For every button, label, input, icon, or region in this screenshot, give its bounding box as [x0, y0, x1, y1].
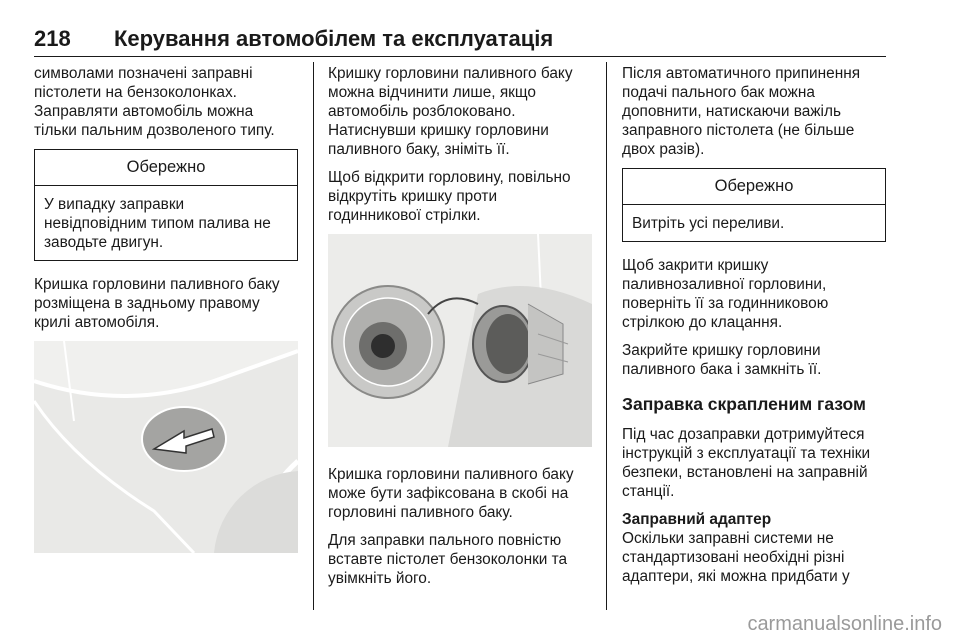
page-number: 218 [34, 26, 71, 51]
caution-body: У випадку заправки невідповідним типом палива не заводьте двигун. [44, 196, 271, 251]
subheading: Заправний адаптер [622, 511, 772, 528]
paragraph: Щоб закрити кришку паливнозаливної горловини, поверніть її за годинниковою стрілкою до клацання. [622, 257, 829, 331]
page-title: Керування автомобілем та експлуатація [114, 26, 554, 51]
paragraph: Для заправки пального повністю вставте пістолет бензоколонки та увімкніть його. [328, 532, 568, 587]
column-divider [313, 62, 314, 610]
column-1 [34, 64, 298, 571]
caution-body: Витріть усі переливи. [632, 215, 785, 232]
column-3 [622, 64, 886, 595]
fuel-door-location-illustration [34, 341, 298, 553]
paragraph: Кришка горловини паливного баку може бути зафіксована в скобі на горловині паливного баку. [328, 466, 574, 521]
paragraph: Щоб відкрити горловину, повільно відкрутіть кришку проти годинникової стрілки. [328, 169, 571, 224]
caution-box [34, 149, 298, 261]
paragraph: Закрийте кришку горловини паливного бака і замкніть її. [622, 342, 822, 378]
open-fuel-cap-illustration [328, 234, 592, 447]
caution-box [622, 168, 886, 242]
column-2 [328, 64, 592, 597]
caution-title: Обережно [35, 150, 297, 186]
page-header [34, 26, 886, 56]
paragraph: Оскільки заправні системи не стандартизовані необхідні різні адаптери, які можна придбати у [622, 530, 850, 585]
paragraph: Кришку горловини паливного баку можна відчинити лише, якщо автомобіль розблоковано. Натиснувши кришку горловини паливного баку, зніміть її. [328, 65, 573, 158]
caution-title: Обережно [623, 169, 885, 205]
paragraph: Під час дозаправки дотримуйтеся інструкцій з експлуатації та техніки безпеки, встановлені на заправній станції. [622, 426, 871, 500]
paragraph: Після автоматичного припинення подачі пального бак можна доповнити, натискаючи важіль заправного пістолета (не більше двох разів). [622, 65, 861, 158]
column-divider [606, 62, 607, 610]
fuel-filler-neck-drawing [328, 234, 592, 447]
paragraph: Кришка горловини паливного баку розміщена в задньому правому крилі автомобіля. [34, 276, 280, 331]
paragraph: символами позначені заправні пістолети на бензоколонках. Заправляти автомобіль можна тільки пальним дозволеного типу. [34, 65, 275, 139]
car-rear-fender-drawing [34, 341, 298, 553]
header-rule [34, 56, 886, 57]
section-heading: Заправка скрапленим газом [622, 394, 866, 414]
watermark: carmanualsonline.info [747, 613, 942, 635]
